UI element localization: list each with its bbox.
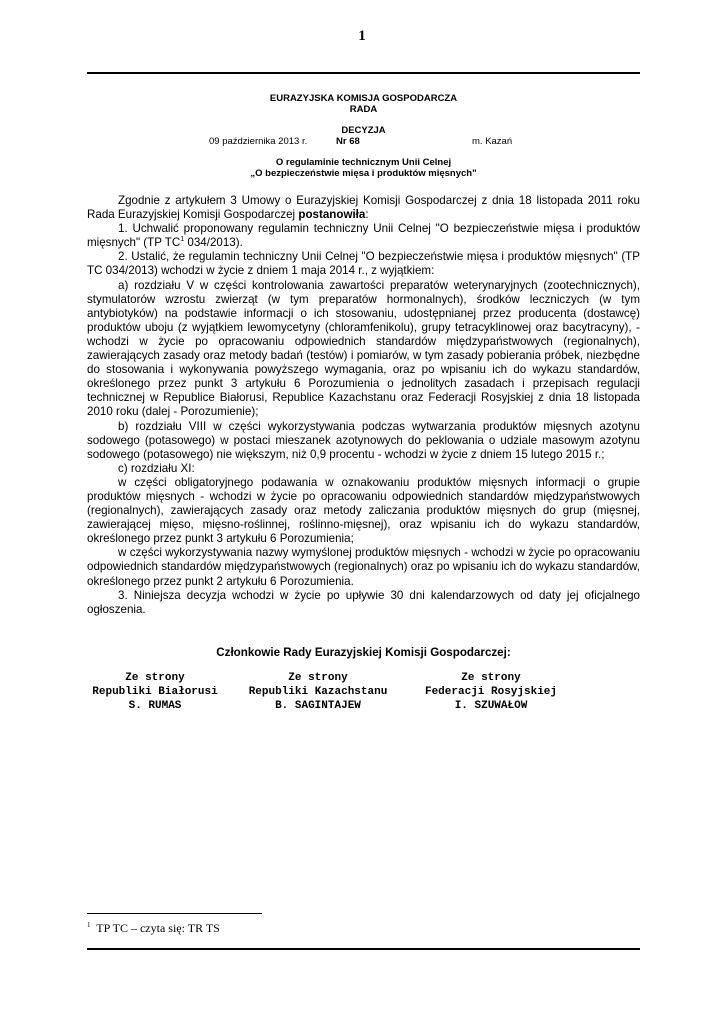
- signatures: [80, 671, 580, 716]
- signatory-name: B. SAGINTAJEW: [275, 700, 361, 712]
- paragraph-2c-1: w części obligatoryjnego podawania w oznakowaniu produktów mięsnych informacji o grupie produktów mięsnych - wchodzi w życie po opracowaniu odpowiednich standardów międzypaństwowych (regionalnych), zawierających zasady oraz metody zaliczania produktów mięsnych do grup (mięsnej, zawierającej mięso, mięsno-roślinnej, roślinno-mięsnej), oraz wpisaniu ich do wykazu standardów, określonego przez punkt 3 artykułu 6 Porozumienia;: [87, 475, 640, 546]
- decision-city: m. Kazań: [472, 136, 513, 147]
- org-name: EURAZYJSKA KOMISJA GOSPODARCZA: [269, 93, 458, 104]
- paragraph-1: [87, 222, 640, 250]
- intro-text: Zgodnie z artykułem 3 Umowy o Eurazyjskiej Komisji Gospodarczej z dnia 18 listopada 2011 roku Rada Eurazyjskiej Komisji Gospodarczej: [87, 194, 640, 222]
- decision-subject: [87, 157, 640, 179]
- paragraph-2c: c) rozdziału XI:: [118, 461, 195, 475]
- signatory-name: S. RUMAS: [128, 700, 182, 712]
- paragraph-2b: b) rozdziału VIII w części wykorzystywania podczas wytwarzania produktów mięsnych azotynu sodowego (potasowego) w postaci mieszanek azotynowych do peklowania o udziale masowym azotynu sodowego (potasowego) nie większym, niż 0,9 procentu - wchodzi w życie z dniem 15 lutego 2015 r.;: [87, 419, 640, 461]
- paragraph-2c-2: w części wykorzystywania nazwy wymyślonej produktów mięsnych - wchodzi w życie po opracowaniu odpowiednich standardów międzypaństwowych (regionalnych) oraz po wpisaniu ich do wykazu standardów, określonego przez punkt 2 artykułu 6 Porozumienia.: [87, 546, 640, 588]
- intro-paragraph: [87, 194, 640, 222]
- page-number: 1: [358, 28, 366, 44]
- footnote-text: TP TC – czyta się: TR TS: [96, 921, 220, 935]
- subject-line-2: „O bezpieczeństwie mięsa i produktów mięsnych": [250, 168, 477, 179]
- signatory-country: Federacji Rosyjskiej: [424, 686, 558, 698]
- footnote-separator: [87, 913, 262, 914]
- signatory-side: Ze strony: [288, 672, 348, 684]
- paragraph-2a: a) rozdziału V w części kontrolowania zawartości preparatów weterynaryjnych (zootechnicznych), stymulatorów wzrostu zwierząt (w tym preparatów hormonalnych), środków leczniczych (w tym antybiotyków) na podstawie informacji o ich stosowaniu, udostępnianej przez producenta (dostawcę) produktów uboju (z wyjątkiem lewomycetyny (chloramfenikolu), grupy tetracyklinowej oraz bacytracyny), - wchodzi w życie po opracowaniu odpowiednich standardów międzypaństwowych (regionalnych), zawierających zasady oraz metody badań (testów) i pomiarów, w tym zasady pobierania próbek, niezbędne do stosowania i wykonywania powyższego wymagania, oraz po wpisaniu ich do wykazu standardów, określonego przez punkt 3 artykułu 6 Porozumienia o jednolitych zasadach i przepisach regulacji technicznej w Republice Białorusi, Republice Kazachstanu oraz Federacji Rosyjskiej z dnia 18 listopada 2010 roku (dalej - Porozumienie);: [87, 278, 640, 419]
- decision-date: 09 października 2013 r.: [209, 136, 308, 147]
- top-rule: [87, 72, 640, 74]
- p1-text: 1. Uchwalić proponowany regulamin techniczny Unii Celnej "O bezpieczeństwie mięsa i produktów mięsnych" (TP TC: [87, 222, 640, 250]
- signatory-belarus: [80, 671, 230, 713]
- signatory-side: Ze strony: [461, 672, 521, 684]
- paragraph-3: 3. Niniejsza decyzja wchodzi w życie po upływie 30 dni kalendarzowych od daty jej oficjalnego ogłoszenia.: [87, 588, 640, 616]
- decision-body: [87, 194, 640, 617]
- members-title: Członkowie Rady Eurazyjskiej Komisji Gospodarczej:: [216, 646, 511, 659]
- decision-title: DECYZJA: [341, 125, 386, 136]
- footnote-ref[interactable]: 1: [180, 236, 185, 244]
- paragraph-2: 2. Ustalić, że regulamin techniczny Unii Celnej "O bezpieczeństwie mięsa i produktów mięsnych" (TP TC 034/2013) wchodzi w życie z dniem 1 maja 2014 r., z wyjątkiem:: [87, 250, 640, 278]
- intro-colon: :: [365, 208, 369, 222]
- decision-number: Nr 68: [336, 136, 360, 147]
- subject-line-1: O regulaminie technicznym Unii Celnej: [275, 157, 452, 168]
- bottom-rule: [87, 948, 640, 950]
- footnote: [87, 921, 220, 936]
- signatory-country: Republiki Białorusi: [92, 686, 218, 698]
- decision-meta: [87, 136, 640, 148]
- signatory-kazakhstan: [238, 671, 398, 713]
- signatory-side: Ze strony: [125, 672, 185, 684]
- document-header: [87, 93, 640, 115]
- intro-resolved: postanowiła: [298, 208, 366, 222]
- p1-text-end: 034/2013).: [184, 236, 243, 250]
- signatory-russia: [416, 671, 566, 713]
- org-body: RADA: [349, 104, 378, 115]
- signatory-country: Republiki Kazachstanu: [248, 686, 388, 698]
- footnote-marker: 1: [87, 921, 91, 929]
- signatory-name: I. SZUWAŁOW: [454, 700, 528, 712]
